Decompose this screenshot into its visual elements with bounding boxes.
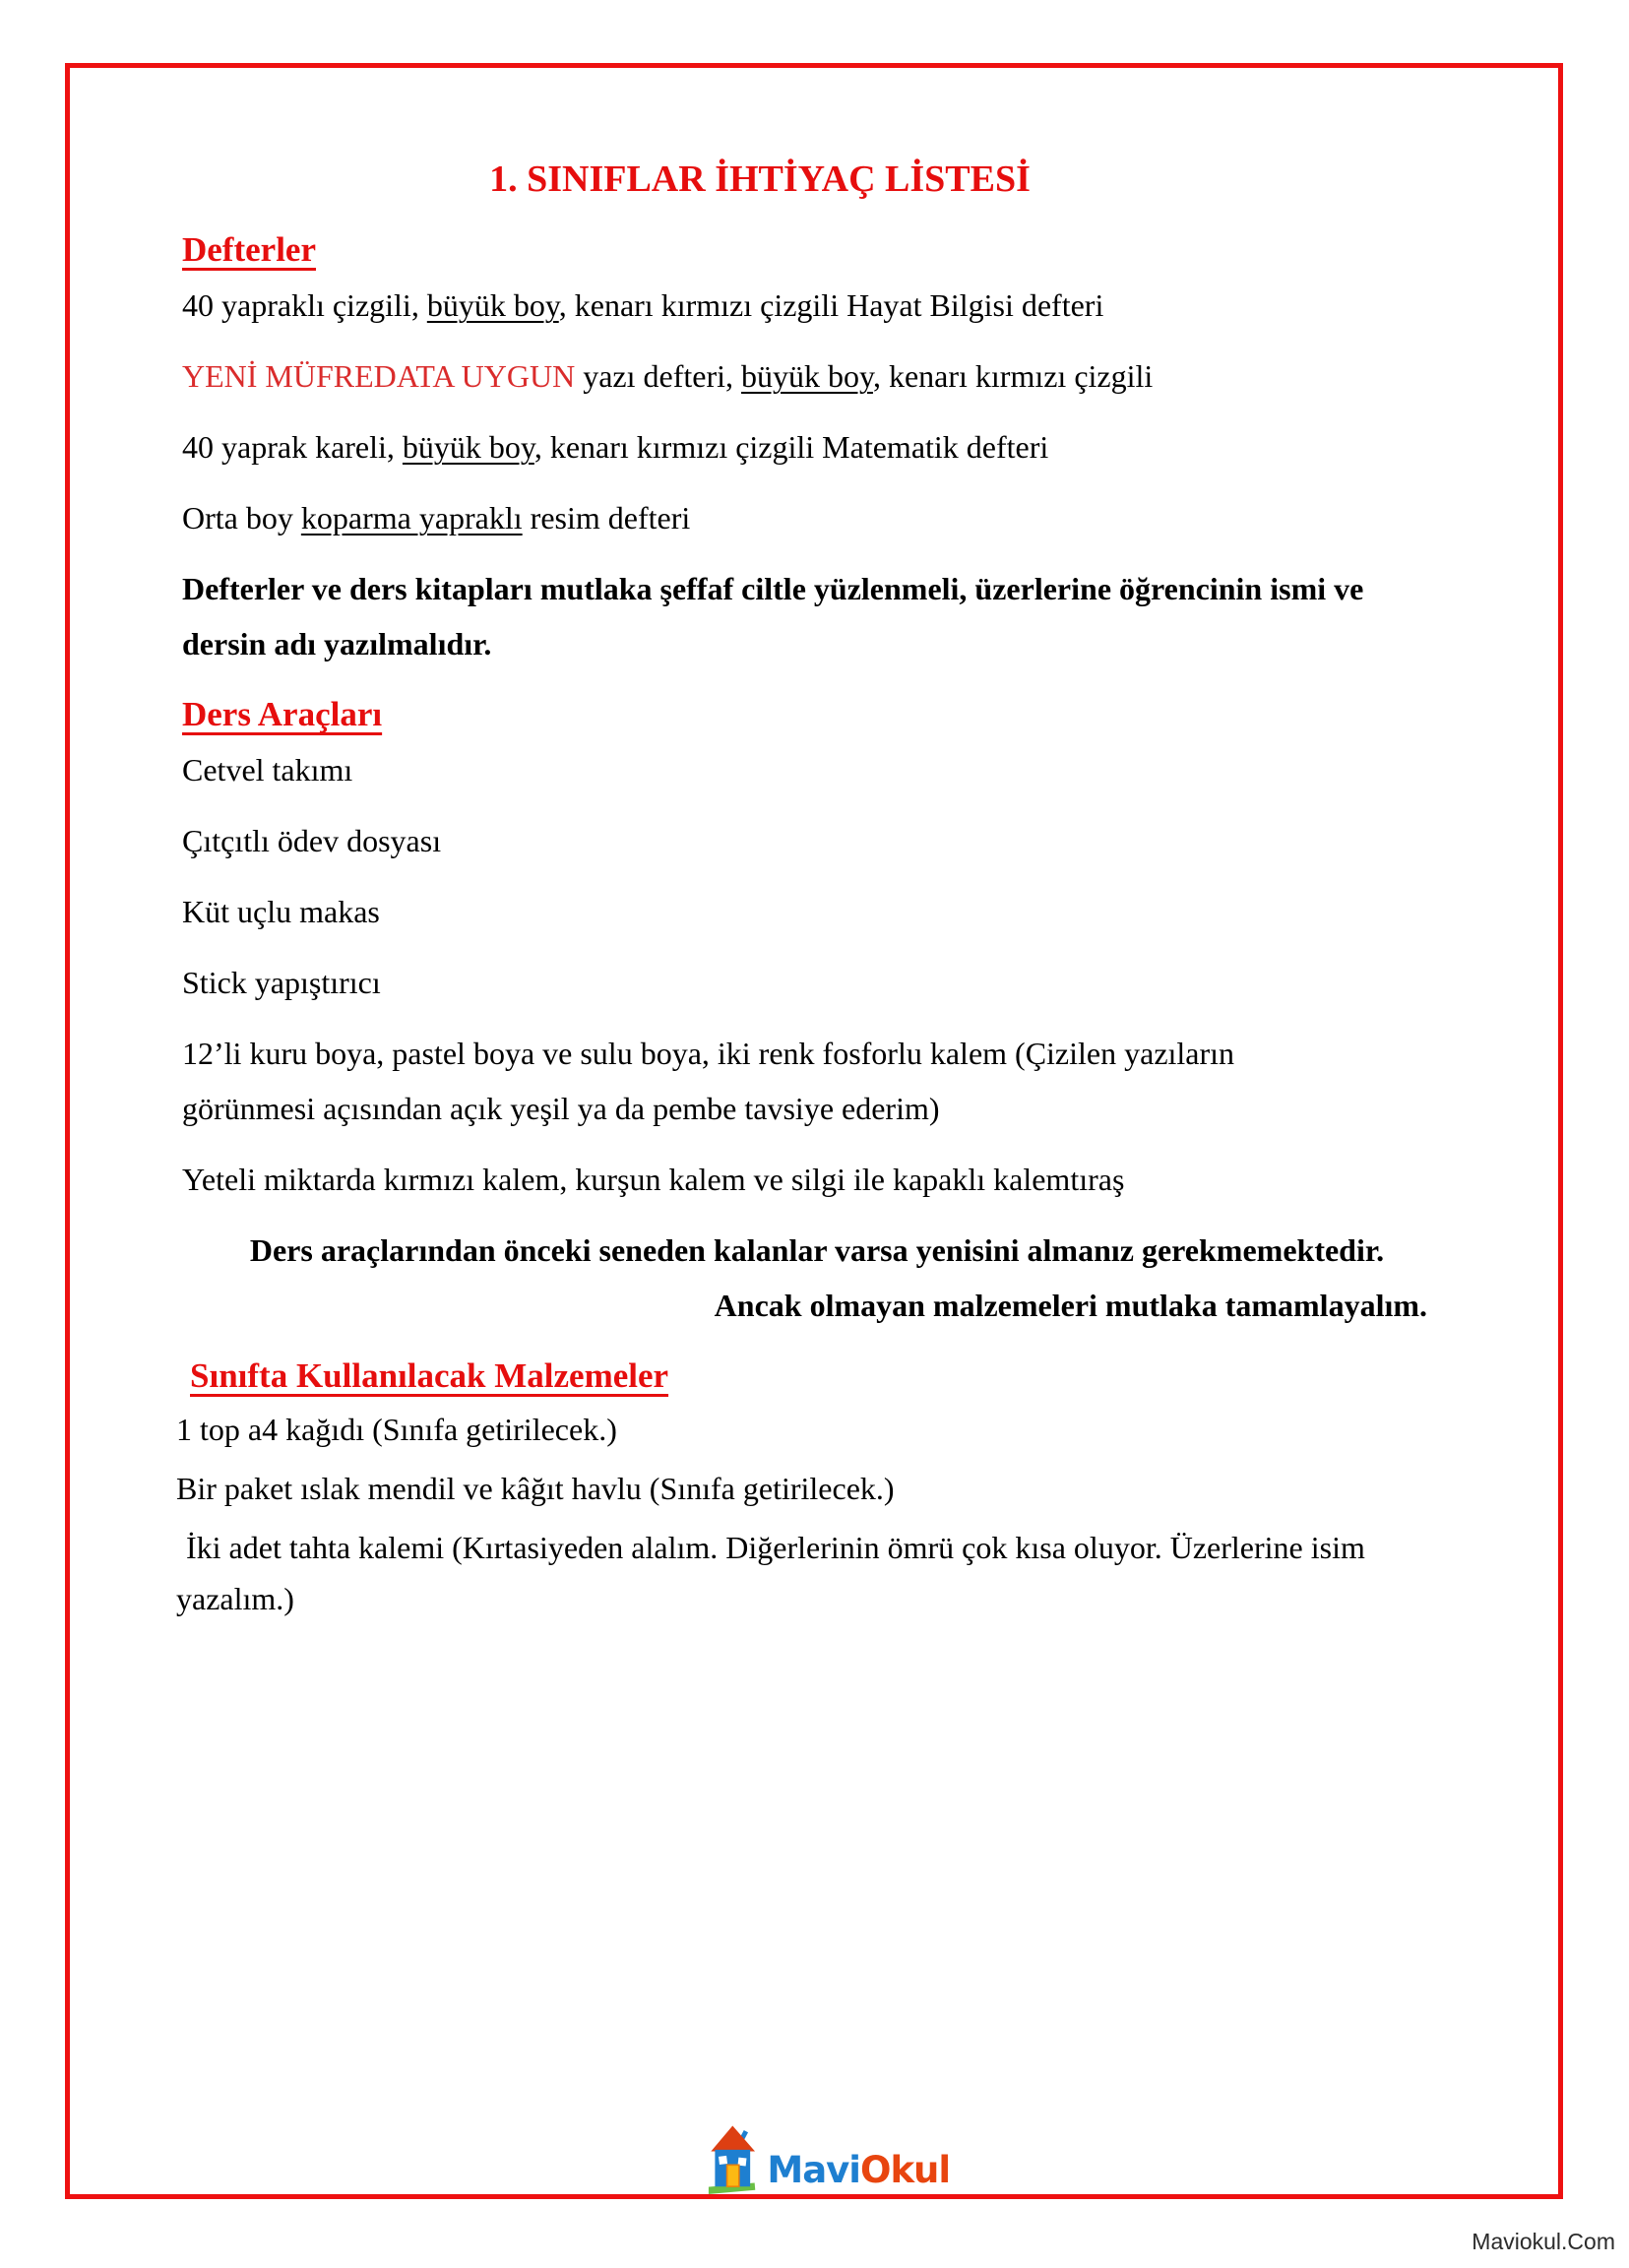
logo-wordmark [767,2149,951,2202]
section-header-defterler: Defterler [182,230,316,269]
note-defterler-line1: Defterler ve ders kitapları mutlaka şeffaf ciltle yüzlenmeli, üzerlerine öğrencinin ismi ve [182,571,1364,606]
list-item-malzeme-2: Bir paket ıslak mendil ve kâğıt havlu (Sınıfa getirilecek.) [176,1471,895,1506]
boya-line1: 12’li kuru boya, pastel boya ve sulu boya, iki renk fosforlu kalem (Çizilen yazıların [182,1036,1235,1071]
note-defterler-line2: dersin adı yazılmalıdır. [182,626,492,662]
note-ders-line1: Ders araçlarından önceki seneden kalanlar varsa yenisini almanız gerekmemektedir. [249,1232,1385,1268]
section-header-ders-araclari: Ders Araçları [182,695,383,733]
note-ders-line2: Ancak olmayan malzemeleri mutlaka tamamlayalım. [714,1288,1427,1323]
house-icon [708,2118,759,2202]
watermark-site: Maviokul.Com [1472,2229,1615,2254]
list-item-arac-3: Küt uçlu makas [182,894,380,929]
list-item-malzeme-1: 1 top a4 kağıdı (Sınıfa getirilecek.) [176,1412,617,1447]
list-item-defter-1: 40 yapraklı çizgili, büyük boy, kenarı kırmızı çizgili Hayat Bilgisi defteri [182,287,1104,323]
list-item-defter-2: YENİ MÜFREDATA UYGUN yazı defteri, büyük boy, kenarı kırmızı çizgili [182,358,1154,394]
list-item-arac-4: Stick yapıştırıcı [182,965,381,1000]
document-content [176,63,1452,1632]
section-header-sinifta: Sınıfta Kullanılacak Malzemeler [190,1356,669,1395]
list-item-arac-2: Çıtçıtlı ödev dosyası [182,823,442,858]
list-item-defter-3: 40 yaprak kareli, büyük boy, kenarı kırmızı çizgili Matematik defteri [182,429,1049,465]
list-item-defter-4: Orta boy koparma yapraklı resim defteri [182,500,691,536]
maviokul-logo [708,2118,950,2202]
list-item-arac-1: Cetvel takımı [182,752,353,788]
page-title: 1. SINIFLAR İHTİYAÇ LİSTESİ [489,158,1031,200]
list-item-yeteli: Yeteli miktarda kırmızı kalem, kurşun kalem ve silgi ile kapaklı kalemtıraş [182,1162,1125,1197]
note-ders-araclari [182,1223,1452,1333]
logo-text-mavi: Mavi [767,2149,860,2191]
boya-line2: görünmesi açısından açık yeşil ya da pembe tavsiye ederim) [182,1091,940,1126]
list-item-boya [182,1026,1452,1136]
logo-text-okul: Okul [859,2149,951,2191]
list-item-malzeme-3: İki adet tahta kalemi (Kırtasiyeden alalım. Diğerlerinin ömrü çok kısa oluyor. Üzerlerine isim yazalım.) [176,1530,1365,1616]
note-defterler [182,561,1452,671]
